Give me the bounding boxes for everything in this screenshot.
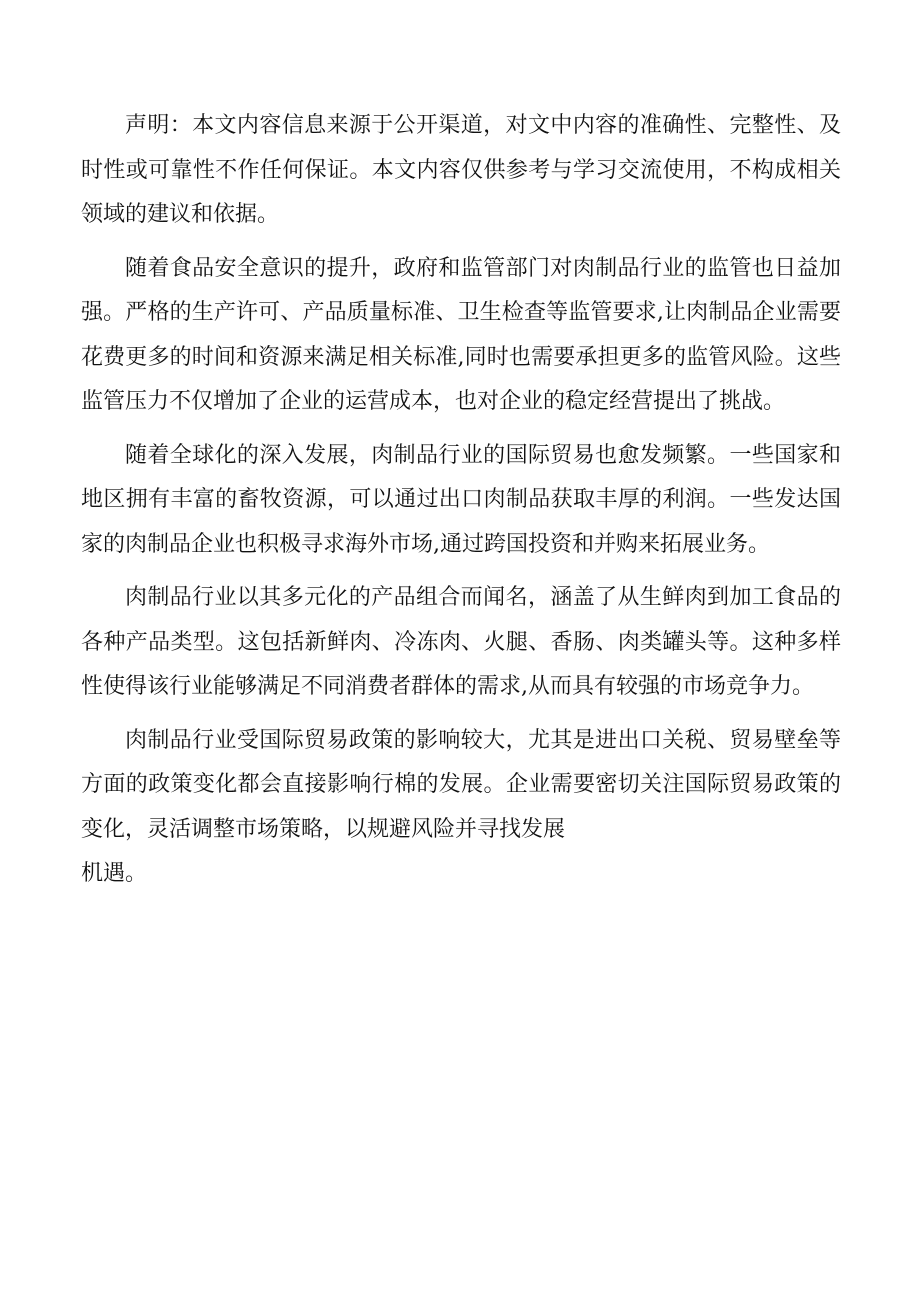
paragraph-regulation: 随着食品安全意识的提升，政府和监管部门对肉制品行业的监管也日益加强。严格的生产许可、产品质量标准、卫生检查等监管要求,让肉制品企业需要花费更多的时间和资源来满足相关标准,同时也需要承担更多的监管风险。这些监管压力不仅增加了企业的运营成本，也对企业的稳定经营提出了挑战。 bbox=[81, 255, 841, 414]
disclaimer-paragraph: 声明：本文内容信息来源于公开渠道，对文中内容的准确性、完整性、及时性或可靠性不作任何保证。本文内容仅供参考与学习交流使用，不构成相关领域的建议和依据。 bbox=[81, 113, 841, 227]
paragraph-globalization: 随着全球化的深入发展，肉制品行业的国际贸易也愈发频繁。一些国家和地区拥有丰富的畜牧资源，可以通过出口肉制品获取丰厚的利润。一些发达国家的肉制品企业也积极寻求海外市场,通过跨国投资和并购来拓展业务。 bbox=[81, 442, 841, 557]
document-body bbox=[81, 104, 841, 897]
paragraph-trade-policy-tail: 机遇。 bbox=[81, 861, 148, 886]
paragraph-product-diversity: 肉制品行业以其多元化的产品组合而闻名，涵盖了从生鲜肉到加工食品的各种产品类型。这包括新鲜肉、冷冻肉、火腿、香肠、肉类罐头等。这种多样性使得该行业能够满足不同消费者群体的需求,从而具有较强的市场竞争力。 bbox=[81, 585, 841, 699]
paragraph-trade-policy: 肉制品行业受国际贸易政策的影响较大，尤其是进出口关税、贸易壁垒等方面的政策变化都会直接影响行棉的发展。企业需要密切关注国际贸易政策的变化，灵活调整市场策略，以规避风险并寻找发展 bbox=[81, 727, 841, 842]
